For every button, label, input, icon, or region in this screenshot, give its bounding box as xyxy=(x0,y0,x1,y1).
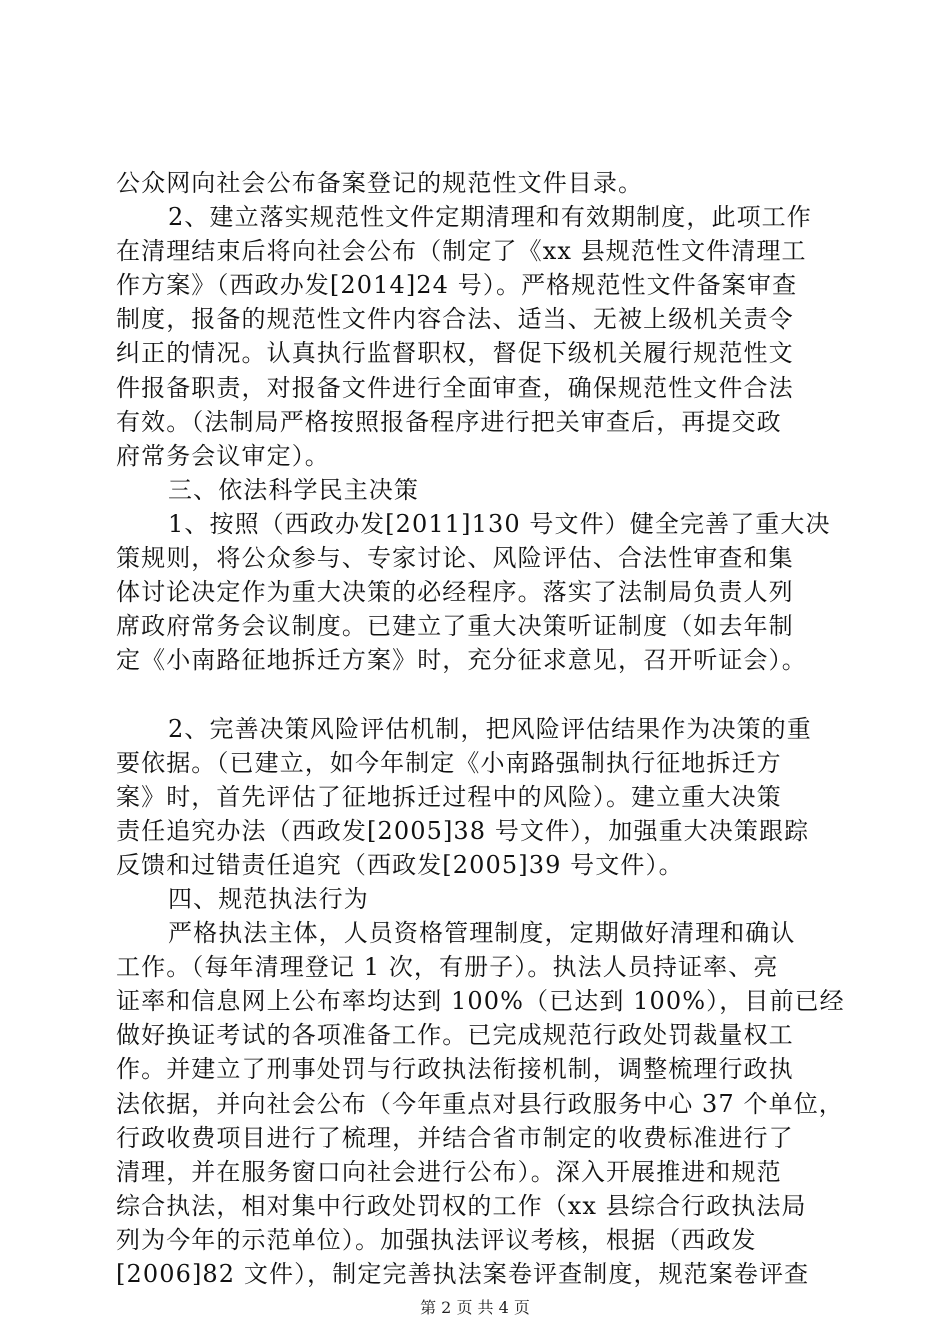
text-line: 纠正的情况。认真执行监督职权，督促下级机关履行规范性文 xyxy=(116,339,794,368)
text-line: 公众网向社会公布备案登记的规范性文件目录。 xyxy=(116,169,644,197)
text-line: 作方案》（西政办发[2014]24 号）。严格规范性文件备案审查 xyxy=(116,271,798,300)
text-line: 案》时，首先评估了征地拆迁过程中的风险）。建立重大决策 xyxy=(116,782,782,811)
text-line: 2、完善决策风险评估机制，把风险评估结果作为决策的重 xyxy=(168,714,812,743)
text-line: 1、按照（西政办发[2011]130 号文件）健全完善了重大决 xyxy=(168,509,831,538)
text-line: 作。并建立了刑事处罚与行政执法衔接机制，调整梳理行政执 xyxy=(116,1055,794,1084)
text-line: 件报备职责，对报备文件进行全面审查，确保规范性文件合法 xyxy=(116,373,794,402)
document-body xyxy=(116,166,856,1291)
text-line: 制度，报备的规范性文件内容合法、适当、无被上级机关责令 xyxy=(116,305,794,334)
section-heading: 四、规范执法行为 xyxy=(168,884,369,913)
text-line: 策规则，将公众参与、专家讨论、风险评估、合法性审查和集 xyxy=(116,544,794,573)
text-line: 工作。（每年清理登记 1 次，有册子）。执法人员持证率、亮 xyxy=(116,953,779,982)
text-line: 要依据。（已建立，如今年制定《小南路强制执行征地拆迁方 xyxy=(116,748,782,777)
text-line: 清理，并在服务窗口向社会进行公布）。深入开展推进和规范 xyxy=(116,1157,782,1186)
text-line: 列为今年的示范单位）。加强执法评议考核，根据（西政发 xyxy=(116,1225,757,1254)
text-line: 反馈和过错责任追究（西政发[2005]39 号文件）。 xyxy=(116,850,684,879)
text-line: 在清理结束后将向社会公布（制定了《xx 县规范性文件清理工 xyxy=(116,237,807,266)
blank-line xyxy=(116,677,856,711)
text-line: 综合执法，相对集中行政处罚权的工作（xx 县综合行政执法局 xyxy=(116,1191,807,1220)
page-number-footer: 第 2 页 共 4 页 xyxy=(420,1298,530,1317)
text-line: 行政收费项目进行了梳理，并结合省市制定的收费标准进行了 xyxy=(116,1123,794,1152)
text-line: 做好换证考试的各项准备工作。已完成规范行政处罚裁量权工 xyxy=(116,1021,794,1050)
text-line: 席政府常务会议制度。已建立了重大决策听证制度（如去年制 xyxy=(116,612,794,641)
text-line: 法依据，并向社会公布（今年重点对县行政服务中心 37 个单位， xyxy=(116,1089,844,1118)
text-line: [2006]82 文件），制定完善执法案卷评查制度，规范案卷评查 xyxy=(116,1260,810,1288)
text-line: 定《小南路征地拆迁方案》时，充分征求意见，召开听证会）。 xyxy=(116,646,807,675)
text-line: 有效。（法制局严格按照报备程序进行把关审查后，再提交政 xyxy=(116,407,782,436)
text-line: 责任追究办法（西政发[2005]38 号文件），加强重大决策跟踪 xyxy=(116,816,810,845)
text-line: 体讨论决定作为重大决策的必经程序。落实了法制局负责人列 xyxy=(116,578,794,607)
section-heading: 三、依法科学民主决策 xyxy=(168,475,419,504)
text-line: 2、建立落实规范性文件定期清理和有效期制度，此项工作 xyxy=(168,203,812,232)
text-line: 严格执法主体，人员资格管理制度，定期做好清理和确认 xyxy=(168,919,796,948)
text-line: 证率和信息网上公布率均达到 100%（已达到 100%），目前已经 xyxy=(116,987,845,1016)
text-line: 府常务会议审定）。 xyxy=(116,441,330,470)
